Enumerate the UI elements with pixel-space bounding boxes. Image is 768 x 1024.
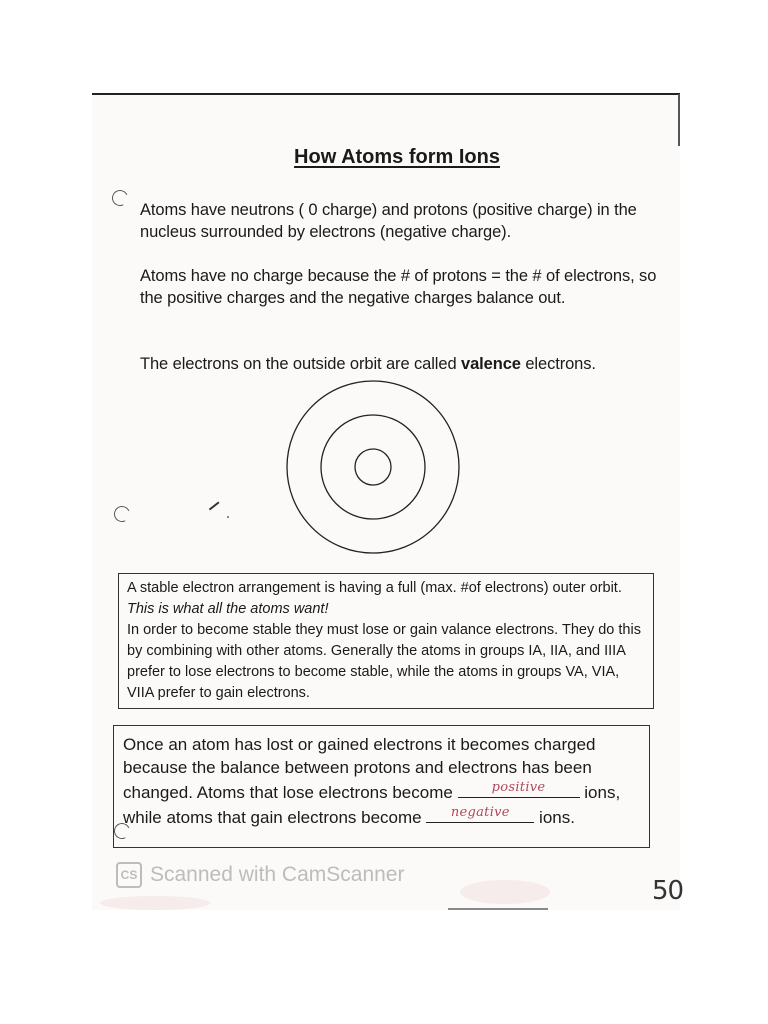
nucleus (355, 449, 391, 485)
scan-smudge (460, 880, 550, 904)
camscanner-watermark: CS Scanned with CamScanner (116, 862, 404, 888)
outer-orbit (287, 381, 459, 553)
bottom-edge-line (448, 908, 548, 910)
top-border-line (92, 93, 680, 95)
middle-orbit (321, 415, 425, 519)
right-border-line (678, 94, 680, 146)
paragraph-valence: The electrons on the outside orbit are called valence electrons. (140, 355, 596, 373)
paragraph-atom-charge: Atoms have no charge because the # of protons = the # of electrons, so the positive charges and the negative charges balance out. (140, 267, 657, 307)
scan-smudge (100, 896, 210, 910)
pen-dot (227, 516, 229, 518)
camscanner-logo-icon: CS (116, 862, 142, 888)
paragraph-atom-structure: Atoms have neutrons ( 0 charge) and protons (positive charge) in the nucleus surrounded by electrons (negative charge). (140, 201, 637, 241)
stable-arrangement-box: A stable electron arrangement is having a full (max. #of electrons) outer orbit. This is what all the atoms want! In order to become stable they must lose or gain valance electrons. They do this by combining with other atoms. Generally the atoms in groups IA, IIA, and IIIA prefer to lose electrons to become stable, while the atoms in groups VA, VIA, VIIA prefer to gain electrons. (118, 573, 654, 709)
ion-charge-box: Once an atom has lost or gained electrons it becomes charged because the balance between protons and electrons has been changed. Atoms that lose electrons become positive ions, while atoms that gain electrons become negative ions. (113, 725, 650, 848)
page-title: How Atoms form Ions (294, 146, 500, 168)
answer-blank-negative[interactable]: negative (426, 804, 534, 823)
valence-term: valence (461, 355, 521, 373)
page-number: 50 (652, 876, 684, 906)
atom-orbit-diagram (285, 380, 461, 556)
answer-blank-positive[interactable]: positive (458, 779, 580, 798)
